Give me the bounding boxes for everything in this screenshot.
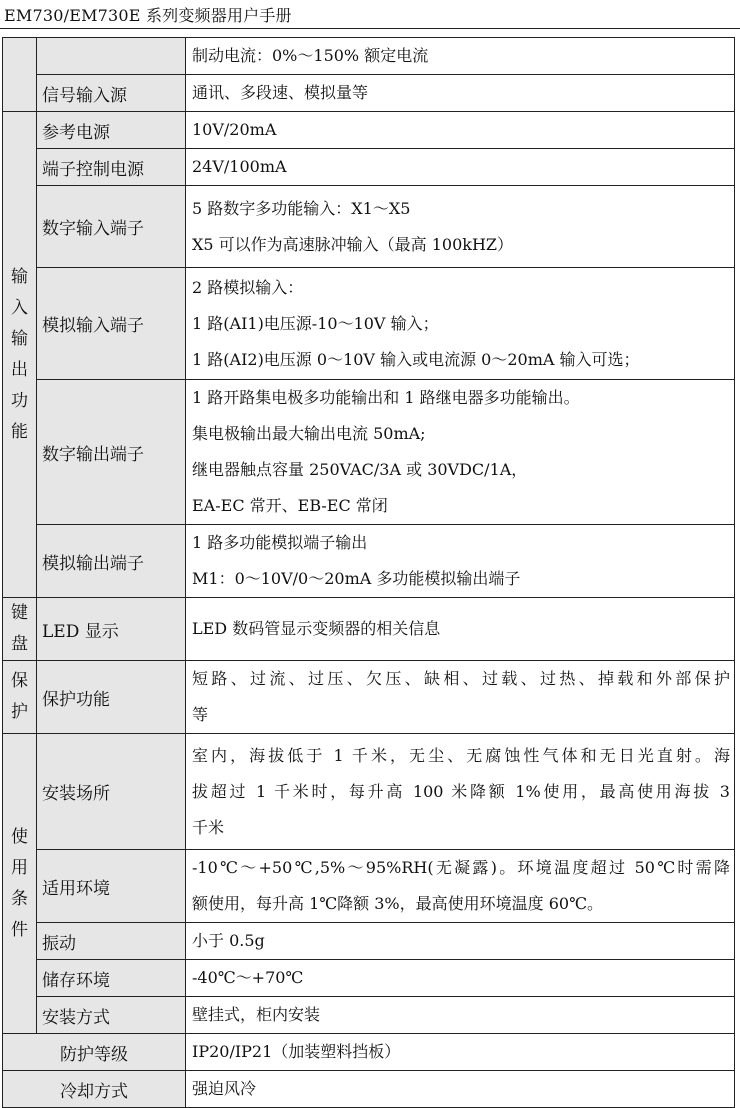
spec-value-line: 室内，海拔低于 1 千米，无尘、无腐蚀性气体和无日光直射。海 (192, 745, 730, 765)
spec-row-value (186, 923, 735, 960)
spec-row-value (186, 186, 735, 268)
section-group-label (3, 598, 37, 661)
spec-row-value (186, 734, 735, 850)
spec-row-name: 模拟输出端子 (37, 525, 186, 598)
spec-value-line: 集电极输出最大输出电流 50mA; (192, 424, 426, 443)
spec-row-value (186, 268, 735, 380)
section-group-char: 键 (11, 603, 28, 623)
spec-row (3, 734, 735, 850)
spec-row-value (186, 380, 735, 525)
spec-row (3, 598, 735, 661)
section-group-label (3, 661, 37, 734)
section-group-label (3, 38, 37, 112)
section-group-char: 条 (11, 888, 28, 909)
spec-value-line: 小于 0.5g (192, 931, 265, 950)
spec-row (3, 661, 735, 734)
section-group-char: 输 (11, 266, 28, 287)
spec-row-value (186, 850, 735, 923)
spec-row-name: 适用环境 (37, 850, 186, 923)
spec-value-line: 24V/100mA (192, 157, 287, 176)
spec-value-line: 额使用，每升高 1℃降额 3%，最高使用环境温度 60℃。 (192, 894, 603, 913)
spec-row-value (186, 525, 735, 598)
spec-row (3, 1071, 735, 1108)
section-group-char: 输 (11, 328, 28, 349)
spec-row-name: 模拟输入端子 (37, 268, 186, 380)
spec-value-line: 等 (192, 705, 209, 724)
spec-row-value (186, 661, 735, 734)
spec-table (2, 37, 735, 1108)
spec-row-name (37, 38, 186, 75)
spec-row-name: 信号输入源 (37, 75, 186, 112)
spec-value-line: 继电器触点容量 250VAC/3A 或 30VDC/1A， (192, 460, 528, 479)
spec-row-value (186, 112, 735, 149)
spec-row-name: 防护等级 (3, 1034, 186, 1071)
spec-row (3, 997, 735, 1034)
spec-row-value (186, 75, 735, 112)
spec-value-line: M1：0～10V/0～20mA 多功能模拟输出端子 (192, 569, 521, 588)
section-group-char: 用 (11, 857, 28, 878)
spec-row (3, 75, 735, 112)
spec-row (3, 112, 735, 149)
spec-value-line: 拔超过 1 千米时，每升高 100 米降额 1%使用，最高使用海拔 3 (192, 781, 730, 801)
spec-value-line: 1 路开路集电极多功能输出和 1 路继电器多功能输出。 (192, 388, 580, 407)
section-group-char: 功 (11, 390, 28, 411)
spec-row-name: 数字输入端子 (37, 186, 186, 268)
spec-row-value (186, 1071, 735, 1108)
spec-row-name: 参考电源 (37, 112, 186, 149)
spec-row-value (186, 598, 735, 661)
spec-row-name: 储存环境 (37, 960, 186, 997)
spec-row-value (186, 997, 735, 1034)
section-group-char: 使 (11, 826, 28, 847)
header-rule (0, 28, 740, 29)
section-group-char: 能 (11, 421, 28, 442)
spec-row-name: 数字输出端子 (37, 380, 186, 525)
spec-row (3, 923, 735, 960)
section-group-char: 保 (11, 671, 28, 691)
spec-row-name: 保护功能 (37, 661, 186, 734)
spec-value-line: -40℃～+70℃ (192, 968, 304, 987)
spec-value-line: 制动电流：0%～150% 额定电流 (192, 46, 429, 65)
spec-row-name: 端子控制电源 (37, 149, 186, 186)
spec-value-line: 1 路多功能模拟端子输出 (192, 533, 368, 552)
spec-row-value (186, 149, 735, 186)
spec-value-line: 5 路数字多功能输入：X1～X5 (192, 198, 411, 218)
spec-row (3, 268, 735, 380)
section-group-char: 入 (11, 297, 28, 318)
spec-value-line: X5 可以作为高速脉冲输入（最高 100kHZ） (192, 234, 514, 254)
spec-row-name: LED 显示 (37, 598, 186, 661)
spec-value-line: 10V/20mA (192, 120, 277, 139)
spec-row (3, 380, 735, 525)
spec-row-value (186, 38, 735, 75)
spec-row (3, 149, 735, 186)
spec-value-line: -10℃～+50℃,5%～95%RH(无凝露)。环境温度超过 50℃时需降 (192, 858, 730, 877)
spec-value-line: 强迫风冷 (192, 1079, 257, 1098)
section-group-label (3, 112, 37, 598)
page-header: EM730/EM730E 系列变频器用户手册 (4, 6, 292, 25)
spec-value-line: IP20/IP21（加装塑料挡板） (192, 1042, 401, 1061)
spec-row (3, 960, 735, 997)
spec-row (3, 525, 735, 598)
spec-value-line: EA-EC 常开、EB-EC 常闭 (192, 496, 388, 515)
spec-row (3, 38, 735, 75)
spec-value-line: 1 路(AI1)电压源-10～10V 输入； (192, 313, 439, 333)
spec-value-line: LED 数码管显示变频器的相关信息 (192, 619, 441, 638)
spec-value-line: 短路、过流、过压、欠压、缺相、过载、过热、掉载和外部保护 (192, 669, 730, 688)
spec-row-value (186, 960, 735, 997)
spec-value-line: 壁挂式，柜内安装 (192, 1005, 321, 1024)
spec-table-body (3, 38, 735, 1108)
section-group-label (3, 734, 37, 1034)
spec-row (3, 850, 735, 923)
spec-value-line: 通讯、多段速、模拟量等 (192, 83, 369, 102)
spec-value-line: 千米 (192, 817, 225, 837)
section-group-char: 出 (11, 359, 28, 380)
spec-row-name: 安装方式 (37, 997, 186, 1034)
spec-value-line: 1 路(AI2)电压源 0～10V 输入或电流源 0～20mA 输入可选； (192, 349, 640, 369)
spec-value-line: 2 路模拟输入： (192, 277, 304, 297)
spec-row-value (186, 1034, 735, 1071)
spec-row (3, 1034, 735, 1071)
spec-row (3, 186, 735, 268)
section-group-char: 盘 (11, 634, 28, 654)
section-group-char: 件 (11, 919, 28, 940)
spec-row-name: 冷却方式 (3, 1071, 186, 1108)
section-group-char: 护 (11, 702, 28, 722)
spec-row-name: 安装场所 (37, 734, 186, 850)
spec-row-name: 振动 (37, 923, 186, 960)
